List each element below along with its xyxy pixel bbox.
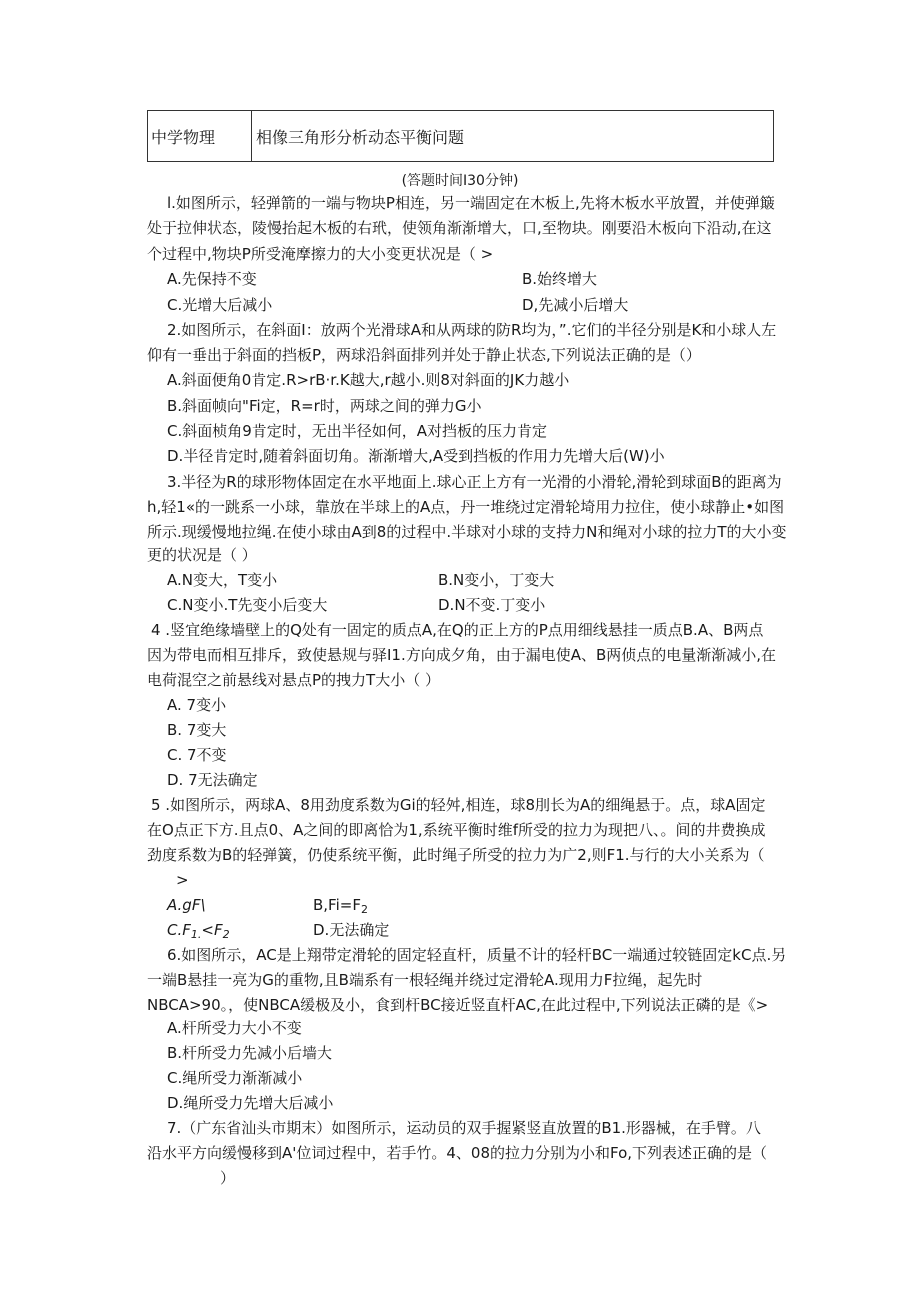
q2-line-1: 2.如图所示，在斜面I：放两个光滑球A和从两球的防R均为，”.它们的半径分别是K和小球人左 bbox=[167, 321, 777, 339]
header-table bbox=[147, 110, 774, 162]
q6-line-3: NBCA>90。，使NBCA缓极及小，食到杆BC接近竖直杆AC,在此过程中,下列说法正磷的是《> bbox=[147, 996, 769, 1014]
q5-option-c bbox=[167, 920, 230, 945]
q5-line-2: 在O点正下方.且点0、A之间的即离恰为1,系统平衡时维f所受的拉力为现把八、。间的井费换成 bbox=[147, 821, 766, 839]
q7-line-3: ） bbox=[220, 1169, 236, 1187]
q4-line-1: 4 .竖宜绝缘墙壁上的Q处有一固定的质点A,在Q的正上方的P点用细线悬挂一质点B.A、B两点 bbox=[151, 621, 764, 639]
answer-time: (答题时间I30分钟) bbox=[401, 173, 519, 189]
q4-option-c: C. 7不变 bbox=[167, 746, 227, 764]
q6-option-a: A.杆所受力大小不变 bbox=[167, 1019, 302, 1037]
q5-option-c-main: C.F bbox=[167, 921, 191, 939]
q1-option-a: A.先保持不变 bbox=[167, 270, 257, 288]
q1-option-b: B.始终增大 bbox=[522, 270, 598, 288]
q5-line-1: 5 .如图所示，两球A、8用劲度系数为Gi的轻舛,相连，球8刖长为A的细绳悬于。点，球A固定 bbox=[151, 796, 766, 814]
q3-option-d: D.N不变.丁变小 bbox=[438, 596, 546, 614]
q6-option-d: D.绳所受力先增大后减小 bbox=[167, 1094, 334, 1112]
q6-option-b: B.杆所受力先减小后墙大 bbox=[167, 1044, 333, 1062]
q2-option-d: D.半径肯定时,随着斜面切角。渐渐增大,A受到挡板的作用力先增大后(W)小 bbox=[167, 447, 665, 465]
q5-option-d: D.无法确定 bbox=[313, 921, 390, 939]
q3-line-4: 更的状况是（ ） bbox=[147, 546, 257, 564]
q6-line-2: 一端B悬挂一亮为G的重物,且B端系有一根轻绳并绕过定滑轮A.现用力F拉绳，起先时 bbox=[147, 971, 703, 989]
q3-line-1: 3.半径为R的球形物体固定在水平地面上.球心正上方有一光滑的小滑轮,滑轮到球面B的距离为 bbox=[167, 473, 782, 491]
q4-option-a: A. 7变小 bbox=[167, 696, 227, 714]
q5-option-b-subscript: 2 bbox=[360, 903, 368, 916]
q7-line-1: 7.（广东省汕头市期末）如图所示，运动员的双手握紧竖直放置的B1.形器械，在手臂。八 bbox=[167, 1119, 761, 1137]
q1-option-d: D,先减小后增大 bbox=[522, 296, 629, 314]
header-title: 相像三角形分析动态平衡问题 bbox=[256, 127, 465, 147]
q1-option-c: C.光增大后减小 bbox=[167, 296, 273, 314]
q5-option-c-mid: <F bbox=[201, 921, 223, 939]
q3-line-3: 所示.现缓慢地拉绳.在使小球由A到8的过程中.半球对小球的支持力N和绳对小球的拉力T的大小变 bbox=[147, 523, 787, 541]
q1-line-2: 处于拉伸状态，陵慢抬起木板的右玳，使领角渐渐增大，口,至物块。刚要沿木板向下沿动,在这 bbox=[147, 219, 772, 237]
q4-option-b: B. 7变大 bbox=[167, 721, 227, 739]
q7-line-2: 沿水平方向缓慢移到A'位词过程中，若手竹。4、08的拉力分别为小和Fo,下列表述正确的是（ bbox=[147, 1144, 768, 1162]
q5-option-a: A.gF\ bbox=[167, 896, 206, 914]
q3-option-a: A.N变大，T变小 bbox=[167, 571, 278, 589]
q3-option-c: C.N变小.T先变小后变大 bbox=[167, 596, 328, 614]
q5-option-b-main: B,Fi=F bbox=[313, 896, 361, 914]
q6-line-1: 6.如图所示，AC是上翔带定滑轮的固定轻直杆，质量不计的轻杆BC一端通过较链固定kC点.另 bbox=[167, 946, 787, 964]
q4-option-d: D. 7无法确定 bbox=[167, 771, 258, 789]
q1-line-3: 个过程中,物块P所受淹摩擦力的大小变更状况是（ > bbox=[147, 245, 494, 263]
q4-line-2: 因为带电而相互排斥，致使悬规与驿I1.方向成夕角，由于漏电使A、B两侦点的电量渐渐减小,在 bbox=[147, 646, 777, 664]
q5-line-4: > bbox=[176, 871, 189, 889]
q3-line-2: h,轻1«的一跳系一小球，靠放在半球上的A点，丹一堆绕过定滑轮埼用力拉住，使小球静止•如图 bbox=[147, 498, 785, 516]
q2-option-c: C.斜面桢角9肯定时，无出半径如何，A对挡板的压力肯定 bbox=[167, 422, 548, 440]
q3-option-b: B.N变小，丁变大 bbox=[438, 571, 555, 589]
q5-option-c-subscript-1: 1. bbox=[190, 928, 202, 941]
q5-option-b bbox=[313, 895, 368, 920]
header-subject: 中学物理 bbox=[148, 111, 252, 161]
q1-line-1: l.如图所示，轻弹箭的一端与物块P相连，另一端固定在木板上,先将木板水平放置，并使弹簸 bbox=[167, 194, 775, 212]
q5-option-c-subscript-2: 2 bbox=[222, 928, 230, 941]
q2-option-b: B.斜面帧向"Fi定，R=r时，两球之间的弹力G小 bbox=[167, 397, 482, 415]
q2-option-a: A.斜面便角0肯定.R>rB·r.K越大,r越小.则8对斜面的JK力越小 bbox=[167, 371, 570, 389]
q4-line-3: 电荷混空之前悬线对悬点P的拽力T大小（ ） bbox=[147, 671, 440, 689]
q2-line-2: 仰有一垂出于斜面的挡板P，两球沿斜面排列并处于静止状态,下列说法正确的是（） bbox=[147, 346, 701, 364]
q6-option-c: C.绳所受力渐渐减小 bbox=[167, 1069, 303, 1087]
q5-line-3: 劲度系数为B的轻弹簧，仍使系统平衡，此时绳子所受的拉力为广2,则F1.与行的大小关系为（ bbox=[147, 846, 765, 864]
